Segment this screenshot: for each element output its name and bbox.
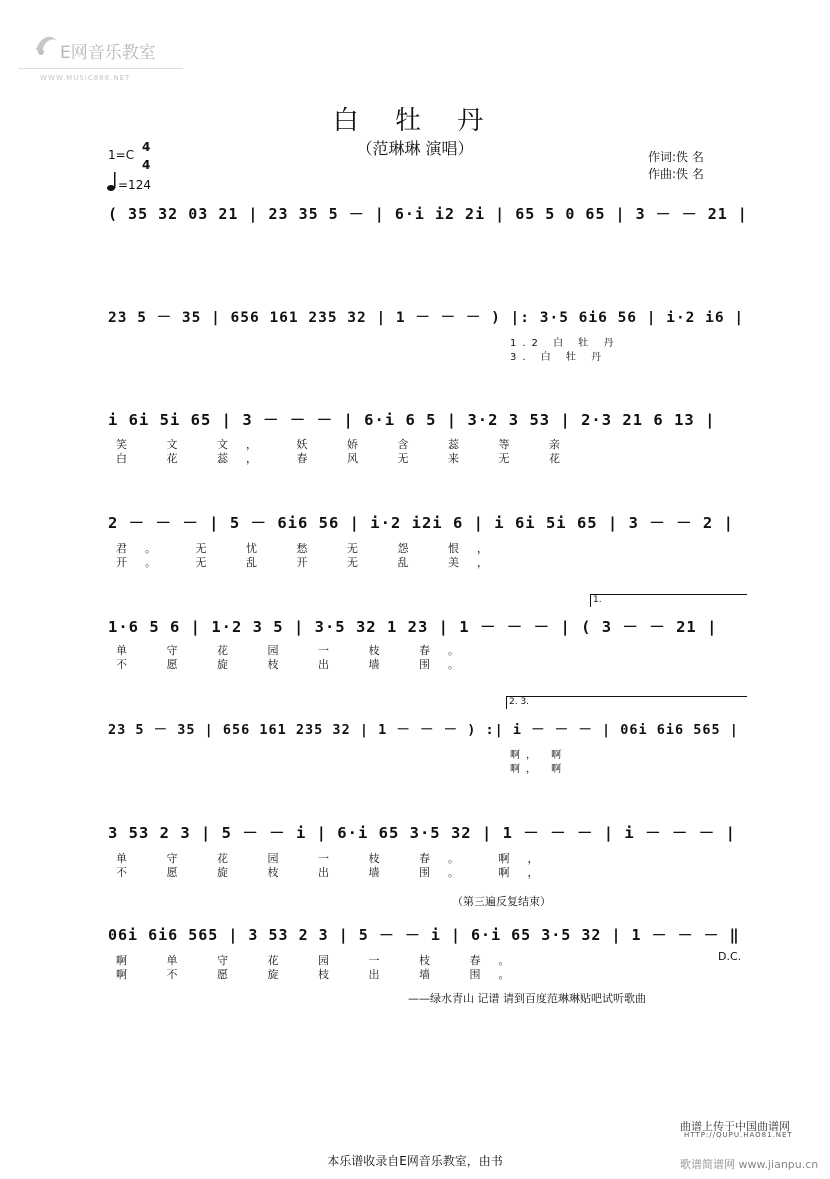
source-note: 本乐谱收录自E网音乐教室，由书 (327, 1154, 503, 1168)
lyric-row-5-a: 单 守 花 园 一 枝 春。 (116, 644, 477, 657)
song-subtitle: （范琳琳 演唱） (356, 139, 474, 158)
lyric-row-8-b: 啊 不 愿 旋 枝 出 墙 围。 (116, 968, 528, 981)
da-capo-marking: D.C. (718, 950, 742, 963)
upload-stamp-url: HTTP://QUPU.HAO81.NET (684, 1131, 793, 1139)
score-row-3: i 6i 5i 65 | 3 － － － | 6·i 6 5 | 3·2 3 53 | 2·3 21 6 13 | (108, 411, 716, 429)
lyric-row-4-a: 君。 无 忧 愁 无 怨 恨， (116, 542, 506, 555)
lyric-row-7-a: 单 守 花 园 一 枝 春。 啊， (116, 852, 557, 865)
volta-1-label: 1. (593, 595, 602, 605)
watermark-brand: E网音乐教室 (60, 43, 156, 63)
score-row-1: ( 35 32 03 21 | 23 35 5 － | 6·i i2 2i | 65 5 0 65 | 3 － － 21 | (108, 205, 748, 223)
score-row-8: 06i 6i6 565 | 3 53 2 3 | 5 － － i | 6·i 65 3·5 32 | 1 － － － ‖ (108, 926, 740, 944)
lyric-row-4-b: 开。 无 乱 开 无 乱 美， (116, 556, 506, 569)
lyric-row-6-a: 啊， 啊 (510, 750, 568, 761)
meter-top: 4 (142, 140, 151, 154)
score-row-5: 1·6 5 6 | 1·2 3 5 | 3·5 32 1 23 | 1 － － － | ( 3 － － 21 | (108, 618, 718, 636)
third-repeat-end-note: （第三遍反复结束） (452, 895, 551, 908)
lyric-row-2-b: 3. 白 牡 丹 (510, 352, 608, 363)
lyric-row-5-b: 不 愿 旋 枝 出 墙 围。 (116, 658, 477, 671)
lyric-row-8-a: 啊 单 守 花 园 一 枝 春。 (116, 954, 528, 967)
meter-bottom: 4 (142, 158, 151, 172)
watermark-divider (18, 68, 183, 69)
watermark-url: WWW.MUSIC888.NET (40, 74, 131, 82)
song-title: 白 牡 丹 (332, 106, 498, 136)
score-row-4: 2 － － － | 5 － 6i6 56 | i·2 i2i 6 | i 6i 5i 65 | 3 － － 2 | (108, 514, 734, 532)
score-row-2: 23 5 － 35 | 656 161 235 32 | 1 － － － ) |: 3·5 6i6 56 | i·2 i6 | (108, 310, 745, 326)
lyric-row-3-a: 笑 文 文， 妖 娇 含 蕊 等 亲 (116, 438, 578, 451)
lyric-row-7-b: 不 愿 旋 枝 出 墙 围。 啊， (116, 866, 557, 879)
lyric-row-3-b: 白 花 蕊， 春 风 无 来 无 花 (116, 452, 578, 465)
site-stamp: 歌谱简谱网 www.jianpu.cn (680, 1158, 819, 1171)
music-swirl-icon (32, 30, 60, 58)
lyric-row-6-b: 啊， 啊 (510, 764, 568, 775)
score-row-6: 23 5 － 35 | 656 161 235 32 | 1 － － － ) :| i － － － | 06i 6i6 565 | (108, 722, 739, 738)
score-row-7: 3 53 2 3 | 5 － － i | 6·i 65 3·5 32 | 1 － － － | i － － － | (108, 824, 736, 842)
upload-stamp: 曲谱上传于中国曲谱网 (680, 1120, 790, 1133)
key-signature: 1=C (108, 148, 135, 162)
lyric-row-2-a: 1.2 白 牡 丹 (510, 338, 620, 349)
transcriber-credit: ——绿水青山 记谱 请到百度范琳琳贴吧试听歌曲 (408, 992, 646, 1005)
volta-23-label: 2. 3. (509, 697, 530, 707)
lyricist-credit: 作词:佚 名 (648, 150, 704, 164)
composer-credit: 作曲:佚 名 (648, 167, 704, 181)
volta-bracket-1 (590, 594, 747, 607)
volta-bracket-23 (506, 696, 747, 709)
tempo-marking: =124 (118, 178, 151, 192)
